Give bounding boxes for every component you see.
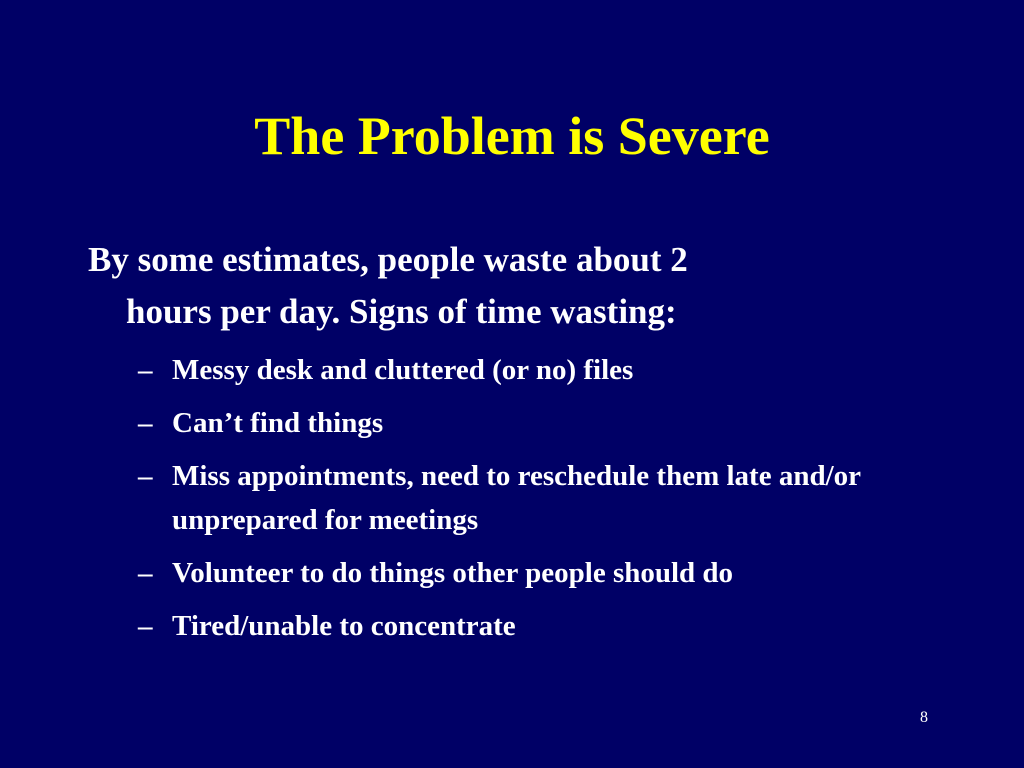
page-number: 8 [920, 709, 928, 726]
list-item [138, 604, 958, 648]
dash-marker: – [138, 354, 153, 386]
list-item [138, 454, 958, 542]
dash-marker: – [138, 460, 153, 492]
bullet-text: Tired/unable to concentrate [172, 610, 516, 642]
intro-line-1: By some estimates, people waste about 2 [88, 240, 688, 279]
dash-marker: – [138, 407, 153, 439]
dash-marker: – [138, 557, 153, 589]
slide-title: The Problem is Severe [254, 106, 770, 166]
bullet-text: Miss appointments, need to reschedule them late and/or unprepared for meetings [172, 460, 861, 536]
dash-marker: – [138, 610, 153, 642]
list-item [138, 348, 958, 392]
bullet-text: Can’t find things [172, 407, 384, 439]
bullet-text: Messy desk and cluttered (or no) files [172, 354, 634, 386]
intro-paragraph [88, 234, 908, 338]
list-item [138, 401, 958, 445]
bullet-list [138, 348, 958, 657]
list-item [138, 551, 958, 595]
bullet-text: Volunteer to do things other people should do [172, 557, 734, 589]
intro-line-2: hours per day. Signs of time wasting: [126, 292, 677, 331]
